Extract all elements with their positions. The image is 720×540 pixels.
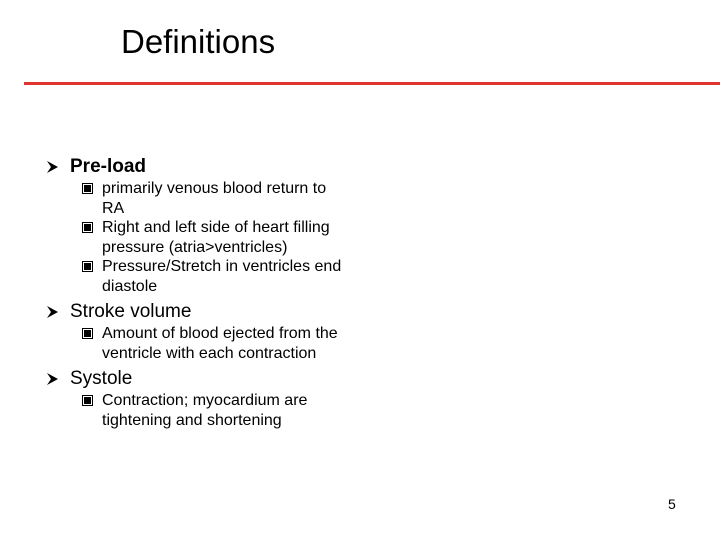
list-item-text: Contraction; myocardium are tightening and shortening <box>102 392 308 429</box>
list-item <box>102 179 347 218</box>
slide-title: Definitions <box>121 23 276 60</box>
page-number: 5 <box>668 496 676 512</box>
section-heading-text: Systole <box>70 368 133 389</box>
arrow-bullet-icon <box>47 161 58 173</box>
square-bullet-icon <box>82 328 93 339</box>
subitem-list <box>47 324 387 363</box>
arrow-bullet-icon <box>47 373 58 385</box>
section-heading <box>47 367 387 391</box>
section-stroke-volume <box>47 300 387 363</box>
list-item-text: primarily venous blood return to RA <box>102 180 327 217</box>
arrow-bullet-icon <box>47 306 58 318</box>
section-heading <box>47 155 387 179</box>
list-item-text: Amount of blood ejected from the ventricle with each contraction <box>102 325 338 362</box>
square-bullet-icon <box>82 395 93 406</box>
content-area <box>47 155 387 430</box>
square-bullet-icon <box>82 183 93 194</box>
list-item-text: Pressure/Stretch in ventricles end diastole <box>102 258 342 295</box>
square-bullet-icon <box>82 261 93 272</box>
list-item <box>102 391 347 430</box>
subitem-list <box>47 179 387 296</box>
list-item <box>102 257 347 296</box>
list-item <box>102 324 347 363</box>
square-bullet-icon <box>82 222 93 233</box>
subitem-list <box>47 391 387 430</box>
section-heading-text: Stroke volume <box>70 301 192 322</box>
title-divider <box>24 82 720 85</box>
list-item-text: Right and left side of heart filling pressure (atria>ventricles) <box>102 219 330 256</box>
section-systole <box>47 367 387 430</box>
section-preload <box>47 155 387 296</box>
list-item <box>102 218 347 257</box>
section-heading <box>47 300 387 324</box>
section-heading-text: Pre-load <box>70 156 147 177</box>
